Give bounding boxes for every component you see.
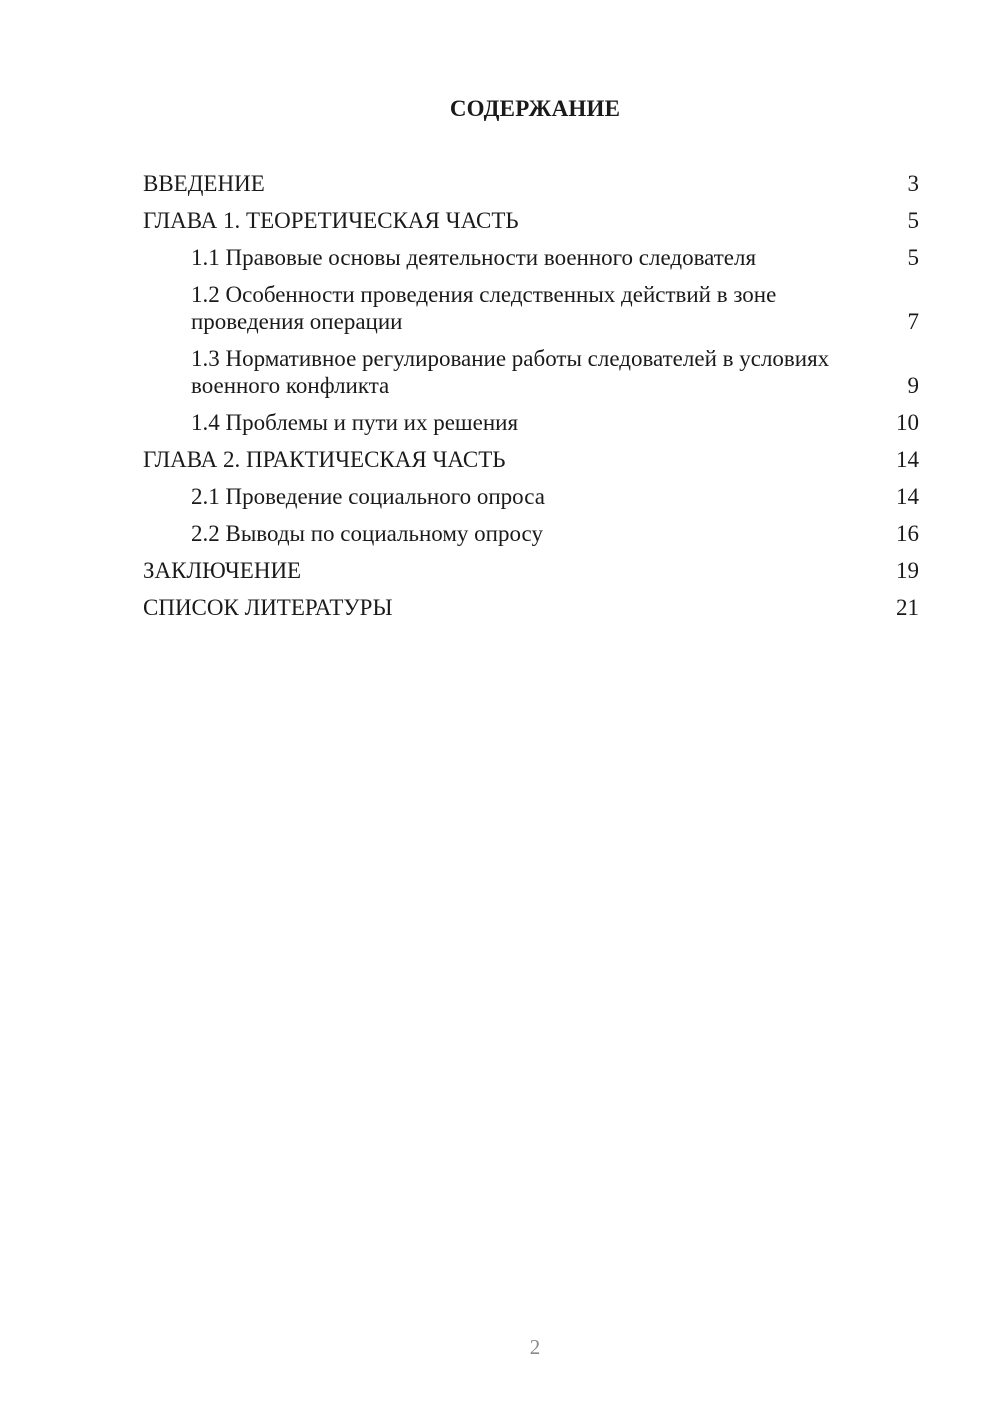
toc-entry	[143, 594, 919, 621]
toc-entry-label: ЗАКЛЮЧЕНИЕ	[143, 558, 302, 583]
page-number: 2	[529, 1335, 541, 1359]
toc-entry-page: 5	[907, 208, 919, 233]
toc-subentry-page: 7	[907, 309, 919, 334]
toc-subentry-page: 10	[896, 410, 919, 435]
toc-subentry-page: 5	[907, 245, 919, 270]
toc-subentry-label: 2.2 Выводы по социальному опросу	[191, 521, 543, 546]
toc-subentry	[143, 483, 919, 510]
toc-entry	[143, 446, 919, 473]
toc-subentry	[143, 520, 919, 547]
toc-subentry-page: 14	[896, 484, 919, 509]
toc-entry	[143, 170, 919, 197]
toc-subentry-label: 1.2 Особенности проведения следственных действий в зоне проведения операции	[191, 282, 777, 334]
toc-entry-page: 19	[896, 558, 919, 583]
toc-entry-label: ВВЕДЕНИЕ	[143, 171, 265, 196]
toc-entry-label: ГЛАВА 2. ПРАКТИЧЕСКАЯ ЧАСТЬ	[143, 447, 506, 472]
toc-subentry	[143, 244, 919, 271]
toc-subentry	[143, 345, 919, 399]
toc-subentry-page: 9	[907, 373, 919, 398]
toc-subentry	[143, 281, 919, 335]
toc-entry-label: ГЛАВА 1. ТЕОРЕТИЧЕСКАЯ ЧАСТЬ	[143, 208, 519, 233]
toc-entry-page: 3	[907, 171, 919, 196]
toc-entry-page: 21	[896, 595, 919, 620]
toc-subentry-label: 2.1 Проведение социального опроса	[191, 484, 545, 509]
toc-subentry-page: 16	[896, 521, 919, 546]
toc-subentry	[143, 409, 919, 436]
toc-subentry-label: 1.4 Проблемы и пути их решения	[191, 410, 519, 435]
toc-subentry-label: 1.3 Нормативное регулирование работы следователей в условиях военного конфликта	[191, 346, 830, 398]
toc-subentry-label: 1.1 Правовые основы деятельности военного следователя	[191, 245, 757, 270]
toc-entry-page: 14	[896, 447, 919, 472]
toc-entry	[143, 207, 919, 234]
table-of-contents	[143, 170, 919, 631]
toc-entry-label: СПИСОК ЛИТЕРАТУРЫ	[143, 595, 393, 620]
page-title: СОДЕРЖАНИЕ	[449, 96, 621, 121]
toc-entry	[143, 557, 919, 584]
